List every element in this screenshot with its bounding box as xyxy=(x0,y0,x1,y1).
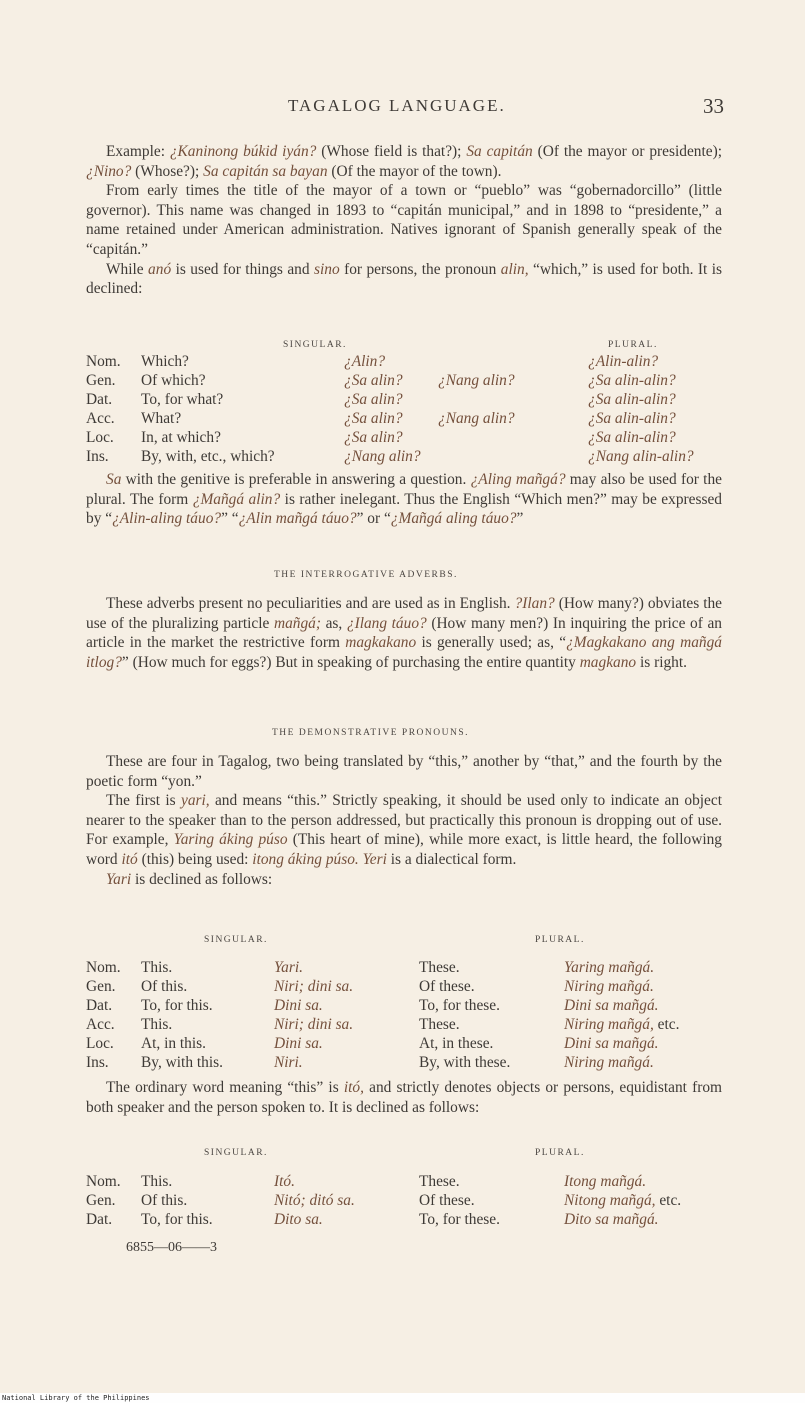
italic-term: Yaring áking púso xyxy=(173,831,288,849)
english-gloss: To, for this. xyxy=(141,1211,213,1228)
yari-singular-heading: SINGULAR. xyxy=(204,935,268,945)
alin-declension-table xyxy=(86,352,726,466)
text-run: ” xyxy=(516,510,524,528)
italic-term: ¿Alin mañgá táuo? xyxy=(238,510,357,528)
demonstrative-paragraph-3 xyxy=(86,870,722,890)
yari-declension-table xyxy=(86,958,726,1072)
english-gloss: Of which? xyxy=(141,372,206,389)
text-run: (How many?) obviates the use of the pluralizing particle xyxy=(86,595,723,632)
plural-gloss: These. xyxy=(419,1173,460,1190)
singular-form: ¿Sa alin? xyxy=(344,372,403,389)
text-run: may also be used for the plural. The form xyxy=(86,471,722,508)
text-run: is declined as follows: xyxy=(131,870,273,888)
plural-form: Itong mañgá. xyxy=(564,1173,647,1190)
plural-form: Nitong mañgá, etc. xyxy=(564,1192,682,1209)
plural-gloss: These. xyxy=(419,959,460,976)
text-run: is a dialectical form. xyxy=(386,850,517,868)
demonstrative-heading: THE DEMONSTRATIVE PRONOUNS. xyxy=(272,728,469,738)
singular-form: Dini sa. xyxy=(274,1035,323,1052)
plural-form: Yaring mañgá. xyxy=(564,959,655,976)
alin-singular-heading: SINGULAR. xyxy=(283,340,347,350)
table-row xyxy=(86,1172,726,1191)
text-run: The first is xyxy=(106,792,181,810)
italic-term: Sa capitán sa bayan xyxy=(203,162,328,180)
italic-term: ?Ilan? xyxy=(514,595,555,612)
english-gloss: In, at which? xyxy=(141,429,221,446)
case-label: Ins. xyxy=(86,448,109,465)
ito-intro-paragraph xyxy=(86,1078,722,1117)
text-run: (Whose?); xyxy=(131,162,204,180)
plural-form: ¿Sa alin-alin? xyxy=(588,391,676,408)
singular-form: ¿Sa alin? xyxy=(344,410,403,427)
italic-term: ¿Nino? xyxy=(86,162,132,180)
italic-term: ¿Mañgá aling táuo? xyxy=(390,510,517,528)
plural-form: ¿Sa alin-alin? xyxy=(588,410,676,427)
table-row xyxy=(86,1191,726,1210)
case-label: Gen. xyxy=(86,1192,116,1209)
italic-term: itó xyxy=(121,850,138,868)
case-label: Dat. xyxy=(86,391,113,408)
alin-note-paragraph xyxy=(86,470,722,529)
plural-form: ¿Sa alin-alin? xyxy=(588,429,676,446)
italic-term: ¿Aling mañgá? xyxy=(470,471,566,488)
case-label: Loc. xyxy=(86,429,114,446)
singular-alt-form: ¿Nang alin? xyxy=(438,372,515,389)
plural-form: ¿Nang alin-alin? xyxy=(588,448,694,465)
table-row xyxy=(86,371,726,390)
ito-plural-heading: PLURAL. xyxy=(535,1148,585,1158)
english-gloss: This. xyxy=(141,1016,173,1033)
italic-term: magkakano xyxy=(345,634,417,652)
etc-suffix: etc. xyxy=(655,1192,682,1209)
plural-gloss: Of these. xyxy=(419,1192,475,1209)
plural-form: ¿Sa alin-alin? xyxy=(588,372,676,389)
plural-form: Dini sa mañgá. xyxy=(564,1035,659,1052)
library-credit: National Library of the Philippines xyxy=(2,1394,150,1402)
text-run: is right. xyxy=(636,653,688,671)
text-run: (Of the mayor or presidente); xyxy=(532,143,722,160)
table-row xyxy=(86,447,726,466)
singular-form: Nitó; ditó sa. xyxy=(274,1192,355,1209)
alin-plural-heading: PLURAL. xyxy=(608,340,658,350)
interrogative-heading: THE INTERROGATIVE ADVERBS. xyxy=(274,570,458,580)
italic-term: itong áking púso. xyxy=(252,850,359,868)
english-gloss: To, for what? xyxy=(141,391,224,408)
table-row xyxy=(86,996,726,1015)
table-row xyxy=(86,390,726,409)
singular-form: Niri; dini sa. xyxy=(274,1016,354,1033)
table-row xyxy=(86,958,726,977)
plural-form: ¿Alin-alin? xyxy=(588,353,659,370)
plural-form: Niring mañgá. xyxy=(564,1054,654,1071)
italic-term: alin, xyxy=(500,260,529,278)
singular-form: Dito sa. xyxy=(274,1211,323,1228)
printer-signature: 6855—06——3 xyxy=(126,1240,217,1255)
text-run: and strictly denotes objects or persons, equidistant from both speaker and the person spoken to. It is declined as follows: xyxy=(86,1079,723,1116)
etc-suffix: etc. xyxy=(653,1016,680,1033)
plural-gloss: These. xyxy=(419,1016,460,1033)
text-run: (Of the mayor of the town). xyxy=(327,162,502,180)
history-paragraph: From early times the title of the mayor of a town or “pueblo” was “gobernadorcillo” (little governor). This name was changed in 1893 to “capitán municipal,” and in 1898 to “presidente,” a name retained under American administration. Natives ignorant of Spanish generally speak of the “capitán.” xyxy=(86,182,722,258)
singular-form: Niri; dini sa. xyxy=(274,978,354,995)
table-row xyxy=(86,409,726,428)
singular-alt-form: ¿Nang alin? xyxy=(438,410,515,427)
table-row xyxy=(86,1034,726,1053)
text-run: (This heart of mine), while more exact, is little heard, the following word xyxy=(86,831,722,868)
plural-form: Dito sa mañgá. xyxy=(564,1211,659,1228)
text-run: is used for things and xyxy=(171,260,315,278)
english-gloss: This. xyxy=(141,959,173,976)
english-gloss: At, in this. xyxy=(141,1035,206,1052)
text-run: (this) being used: xyxy=(137,850,253,868)
english-gloss: This. xyxy=(141,1173,173,1190)
case-label: Gen. xyxy=(86,978,116,995)
case-label: Nom. xyxy=(86,959,121,976)
italic-term: ¿Ilang táuo? xyxy=(346,614,427,632)
demonstrative-paragraph-1: These are four in Tagalog, two being translated by “this,” another by “that,” and the fourth by the poetic form “yon.” xyxy=(86,753,722,790)
text-run: is generally used; as, “ xyxy=(416,634,567,652)
text-run: “which,” is used for both. It is declined: xyxy=(86,260,723,298)
plural-gloss: To, for these. xyxy=(419,1211,500,1228)
italic-term: Yari xyxy=(106,870,132,888)
text-run: with the genitive is preferable in answering a question. xyxy=(121,471,471,488)
singular-form: Niri. xyxy=(274,1054,303,1071)
singular-form: ¿Alin? xyxy=(344,353,386,370)
table-row xyxy=(86,352,726,371)
text-run: and means “this.” Strictly speaking, it should be used only to indicate an object nearer to the speaker than to the person addressed, but practically this pronoun is dropping out of use. For example, xyxy=(86,792,722,849)
italic-term: ¿Kaninong búkid iyán? xyxy=(169,143,317,160)
text-run: ” “ xyxy=(221,510,239,528)
text-run: (How many men?) In inquiring the price of an article in the market the restrictive form xyxy=(86,614,722,652)
ito-singular-heading: SINGULAR. xyxy=(204,1148,268,1158)
plural-gloss: At, in these. xyxy=(419,1035,494,1052)
italic-term: itó, xyxy=(343,1079,364,1096)
singular-form: ¿Nang alin? xyxy=(344,448,421,465)
demonstrative-section xyxy=(86,752,722,889)
singular-form: Yari. xyxy=(274,959,303,976)
text-run: for persons, the pronoun xyxy=(339,260,501,278)
ito-declension-table xyxy=(86,1172,726,1229)
plural-gloss: To, for these. xyxy=(419,997,500,1014)
running-header xyxy=(288,96,724,122)
italic-term: yari, xyxy=(181,792,210,810)
ito-intro-section xyxy=(86,1078,722,1117)
plural-form: Dini sa mañgá. xyxy=(564,997,659,1014)
english-gloss: Of this. xyxy=(141,1192,188,1209)
case-label: Nom. xyxy=(86,1173,121,1190)
text-run: ” (How much for eggs?) But in speaking of purchasing the entire quantity xyxy=(121,653,580,671)
table-row xyxy=(86,1210,726,1229)
english-gloss: Of this. xyxy=(141,978,188,995)
english-gloss: By, with this. xyxy=(141,1054,223,1071)
italic-term: sino xyxy=(314,260,340,278)
italic-term: ¿Alin-aling táuo? xyxy=(112,510,222,528)
plural-gloss: By, with these. xyxy=(419,1054,511,1071)
running-title: TAGALOG LANGUAGE. xyxy=(288,96,506,115)
text-run: is rather inelegant. Thus the English “Which men?” may be expressed by “ xyxy=(86,490,722,528)
plural-gloss: Of these. xyxy=(419,978,475,995)
italic-term: Sa capitán xyxy=(466,143,533,160)
italic-term: magkano xyxy=(579,653,637,671)
case-label: Dat. xyxy=(86,997,113,1014)
case-label: Acc. xyxy=(86,410,115,427)
singular-form: Itó. xyxy=(274,1173,295,1190)
page-number: 33 xyxy=(703,94,724,118)
interrogative-paragraph xyxy=(86,594,722,672)
text-run: as, xyxy=(321,614,347,632)
singular-form: Dini sa. xyxy=(274,997,323,1014)
table-row xyxy=(86,1015,726,1034)
example-paragraph xyxy=(86,142,722,181)
case-label: Dat. xyxy=(86,1211,113,1228)
italic-term: anó xyxy=(148,260,172,278)
alin-intro-paragraph xyxy=(86,260,722,299)
english-gloss: What? xyxy=(141,410,182,427)
italic-term: Sa xyxy=(106,471,122,488)
english-gloss: By, with, etc., which? xyxy=(141,448,275,465)
demonstrative-paragraph-2 xyxy=(86,791,722,869)
table-row xyxy=(86,1053,726,1072)
singular-form: ¿Sa alin? xyxy=(344,391,403,408)
text-run: The ordinary word meaning “this” is xyxy=(106,1079,344,1096)
table-row xyxy=(86,977,726,996)
case-label: Loc. xyxy=(86,1035,114,1052)
text-run: ” or “ xyxy=(356,510,391,528)
interrogative-section xyxy=(86,594,722,672)
english-gloss: To, for this. xyxy=(141,997,213,1014)
case-label: Acc. xyxy=(86,1016,115,1033)
singular-form: ¿Sa alin? xyxy=(344,429,403,446)
text-run: Example: xyxy=(106,143,170,160)
italic-term: Yeri xyxy=(362,850,387,868)
english-gloss: Which? xyxy=(141,353,189,370)
plural-form: Niring mañgá, etc. xyxy=(564,1016,680,1033)
alin-note-section xyxy=(86,470,722,529)
table-row xyxy=(86,428,726,447)
case-label: Ins. xyxy=(86,1054,109,1071)
yari-plural-heading: PLURAL. xyxy=(535,935,585,945)
case-label: Nom. xyxy=(86,353,121,370)
italic-term: ¿Mañgá alin? xyxy=(192,490,281,508)
plural-form: Niring mañgá. xyxy=(564,978,654,995)
italic-term: ¿Magkakano ang mañgá itlog? xyxy=(86,634,722,671)
text-run: These adverbs present no peculiarities and are used as in English. xyxy=(106,595,515,612)
case-label: Gen. xyxy=(86,372,116,389)
intro-section xyxy=(86,142,722,299)
text-run: While xyxy=(106,260,149,278)
text-run: (Whose field is that?); xyxy=(316,143,467,160)
italic-term: mañgá; xyxy=(273,614,321,632)
